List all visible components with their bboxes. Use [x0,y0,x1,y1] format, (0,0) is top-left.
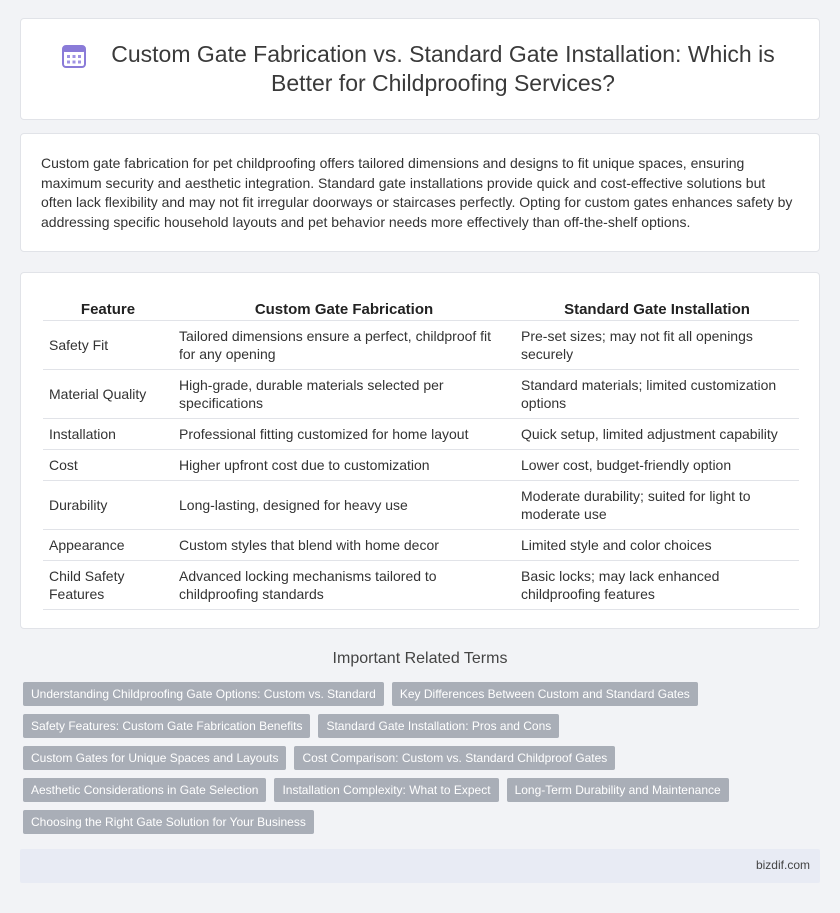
standard-cell: Pre-set sizes; may not fit all openings securely [515,321,799,370]
related-term-tag[interactable]: Understanding Childproofing Gate Options: Custom vs. Standard [23,682,384,706]
table-row [43,561,799,610]
standard-cell: Standard materials; limited customization options [515,370,799,419]
standard-cell: Moderate durability; suited for light to moderate use [515,481,799,530]
related-term-tag[interactable]: Key Differences Between Custom and Standard Gates [392,682,698,706]
related-terms-list [23,682,803,834]
related-term-tag[interactable]: Long-Term Durability and Maintenance [507,778,729,802]
intro-paragraph: Custom gate fabrication for pet childproofing offers tailored dimensions and designs to fit unique spaces, ensuring maximum security and aesthetic integration. Standard gate installations provide quick and cost-effective solutions but often lack flexibility and may not fit irregular doorways or staircases perfectly. Opting for custom gates enhances safety by addressing specific household layouts and pet behavior needs more effectively than off-the-shelf options. [41,155,793,230]
custom-cell: Tailored dimensions ensure a perfect, childproof fit for any opening [173,321,515,370]
header-card [20,18,820,120]
calendar-icon [61,43,87,69]
header-custom: Custom Gate Fabrication [173,295,515,321]
header-standard: Standard Gate Installation [515,295,799,321]
feature-cell: Durability [43,481,173,530]
table-row [43,321,799,370]
standard-cell: Lower cost, budget-friendly option [515,450,799,481]
related-term-tag[interactable]: Safety Features: Custom Gate Fabrication Benefits [23,714,310,738]
custom-cell: High-grade, durable materials selected per specifications [173,370,515,419]
table-row [43,419,799,450]
feature-cell: Appearance [43,530,173,561]
related-term-tag[interactable]: Installation Complexity: What to Expect [274,778,498,802]
standard-cell: Basic locks; may lack enhanced childproofing features [515,561,799,610]
related-term-tag[interactable]: Choosing the Right Gate Solution for Your Business [23,810,314,834]
table-row [43,370,799,419]
standard-cell: Limited style and color choices [515,530,799,561]
custom-cell: Higher upfront cost due to customization [173,450,515,481]
header-feature: Feature [43,295,173,321]
comparison-table [43,295,799,610]
footer [20,849,820,883]
comparison-card [20,272,820,629]
related-term-tag[interactable]: Aesthetic Considerations in Gate Selection [23,778,266,802]
table-row [43,450,799,481]
related-term-tag[interactable]: Cost Comparison: Custom vs. Standard Childproof Gates [294,746,615,770]
feature-cell: Cost [43,450,173,481]
feature-cell: Installation [43,419,173,450]
related-terms-title: Important Related Terms [332,650,508,667]
table-row [43,481,799,530]
table-row [43,530,799,561]
custom-cell: Professional fitting customized for home layout [173,419,515,450]
related-term-tag[interactable]: Custom Gates for Unique Spaces and Layouts [23,746,286,770]
related-term-tag[interactable]: Standard Gate Installation: Pros and Cons [318,714,559,738]
custom-cell: Custom styles that blend with home decor [173,530,515,561]
feature-cell: Safety Fit [43,321,173,370]
feature-cell: Material Quality [43,370,173,419]
custom-cell: Advanced locking mechanisms tailored to childproofing standards [173,561,515,610]
feature-cell: Child Safety Features [43,561,173,610]
custom-cell: Long-lasting, designed for heavy use [173,481,515,530]
footer-site-link[interactable]: bizdif.com [755,858,810,872]
standard-cell: Quick setup, limited adjustment capability [515,419,799,450]
intro-card [20,133,820,252]
page-title: Custom Gate Fabrication vs. Standard Gate Installation: Which is Better for Childproofing Services? [111,41,775,96]
